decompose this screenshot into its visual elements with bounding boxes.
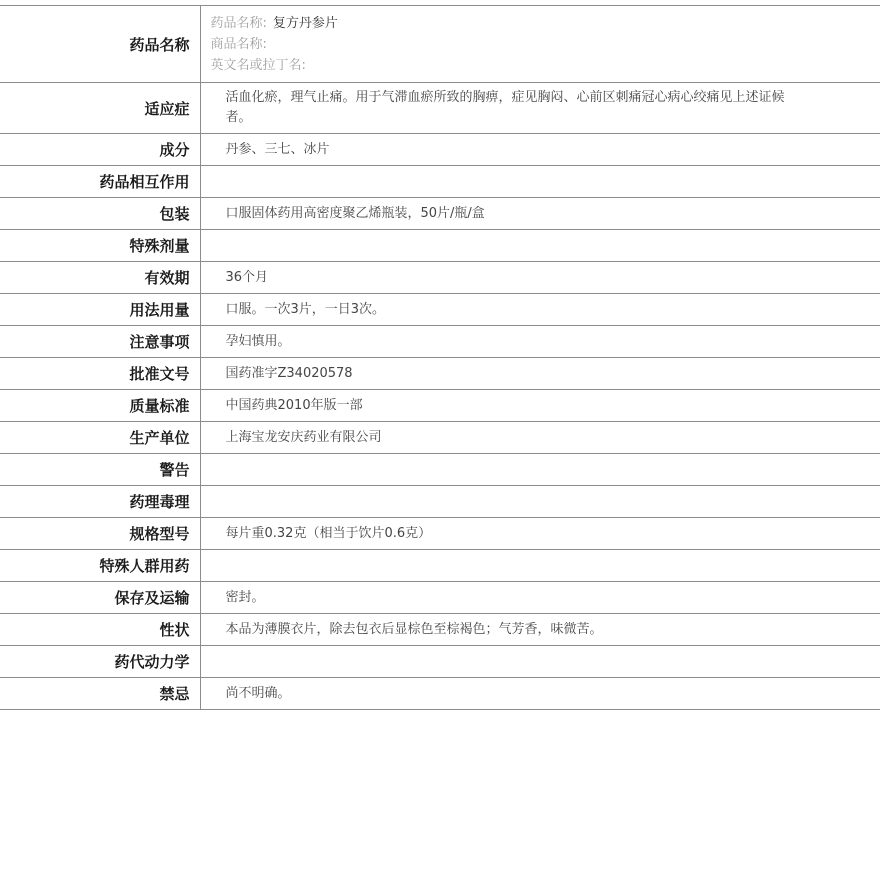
info-row-warning [0, 454, 880, 486]
info-row-pharmacokinetics [0, 646, 880, 678]
info-row-indication [0, 83, 880, 134]
row-label: 适应症 [0, 83, 200, 134]
english-name-key: 英文名或拉丁名: [210, 57, 306, 73]
row-label: 特殊人群用药 [0, 550, 200, 582]
row-value: 密封。 [225, 589, 265, 605]
row-value: 孕妇慎用。 [225, 333, 291, 349]
trade-name-key: 商品名称: [210, 36, 267, 52]
info-row-pharmacology [0, 486, 880, 518]
row-value [200, 486, 880, 518]
row-value: 尚不明确。 [225, 685, 291, 701]
row-value [200, 646, 880, 678]
row-label: 质量标准 [0, 390, 200, 422]
row-value: 上海宝龙安庆药业有限公司 [225, 429, 382, 445]
row-value: 活血化瘀，理气止痛。用于气滞血瘀所致的胸痹，症见胸闷、心前区刺痛冠心病心绞痛见上述证候者。 [225, 90, 785, 125]
info-row-manufacturer [0, 422, 880, 454]
info-row-ingredients [0, 134, 880, 166]
row-label: 保存及运输 [0, 582, 200, 614]
row-value: 丹参、三七、冰片 [225, 141, 330, 157]
info-row-usage [0, 294, 880, 326]
generic-name-key: 药品名称: [210, 15, 267, 31]
row-label: 规格型号 [0, 518, 200, 550]
info-row-storage [0, 582, 880, 614]
row-label: 成分 [0, 134, 200, 166]
row-value: 本品为薄膜衣片，除去包衣后显棕色至棕褐色；气芳香，味微苦。 [225, 621, 603, 637]
info-row-precautions [0, 326, 880, 358]
drug-names-row [0, 6, 880, 83]
row-value [200, 550, 880, 582]
info-row-quality-standard [0, 390, 880, 422]
row-label: 性状 [0, 614, 200, 646]
row-label: 批准文号 [0, 358, 200, 390]
row-label: 注意事项 [0, 326, 200, 358]
info-row-specification [0, 518, 880, 550]
row-label: 禁忌 [0, 678, 200, 710]
row-value: 中国药典2010年版一部 [225, 397, 363, 413]
row-label: 药理毒理 [0, 486, 200, 518]
row-value: 每片重0.32克（相当于饮片0.6克） [225, 525, 432, 541]
row-label: 包装 [0, 198, 200, 230]
row-label: 警告 [0, 454, 200, 486]
english-name-line [211, 55, 880, 76]
row-label: 药品相互作用 [0, 166, 200, 198]
row-label: 有效期 [0, 262, 200, 294]
row-value: 口服固体药用高密度聚乙烯瓶装，50片/瓶/盒 [225, 205, 485, 221]
drug-name-label: 药品名称 [0, 6, 200, 83]
row-value [200, 166, 880, 198]
info-row-special-populations [0, 550, 880, 582]
row-value: 口服。一次3片，一日3次。 [225, 301, 386, 317]
info-row-shelf-life [0, 262, 880, 294]
generic-name-value: 复方丹参片 [272, 15, 338, 31]
row-value: 36个月 [225, 269, 269, 285]
row-label: 药代动力学 [0, 646, 200, 678]
info-row-special-dosage [0, 230, 880, 262]
drug-info-table [0, 5, 880, 710]
row-value [200, 230, 880, 262]
row-value: 国药准字Z34020578 [225, 365, 353, 381]
row-label: 生产单位 [0, 422, 200, 454]
generic-name-line [211, 13, 880, 34]
info-row-approval-number [0, 358, 880, 390]
info-row-interactions [0, 166, 880, 198]
row-label: 特殊剂量 [0, 230, 200, 262]
info-row-contraindications [0, 678, 880, 710]
trade-name-line [211, 34, 880, 55]
row-value [200, 454, 880, 486]
info-row-package [0, 198, 880, 230]
info-row-description [0, 614, 880, 646]
row-label: 用法用量 [0, 294, 200, 326]
drug-names-cell [200, 6, 880, 83]
